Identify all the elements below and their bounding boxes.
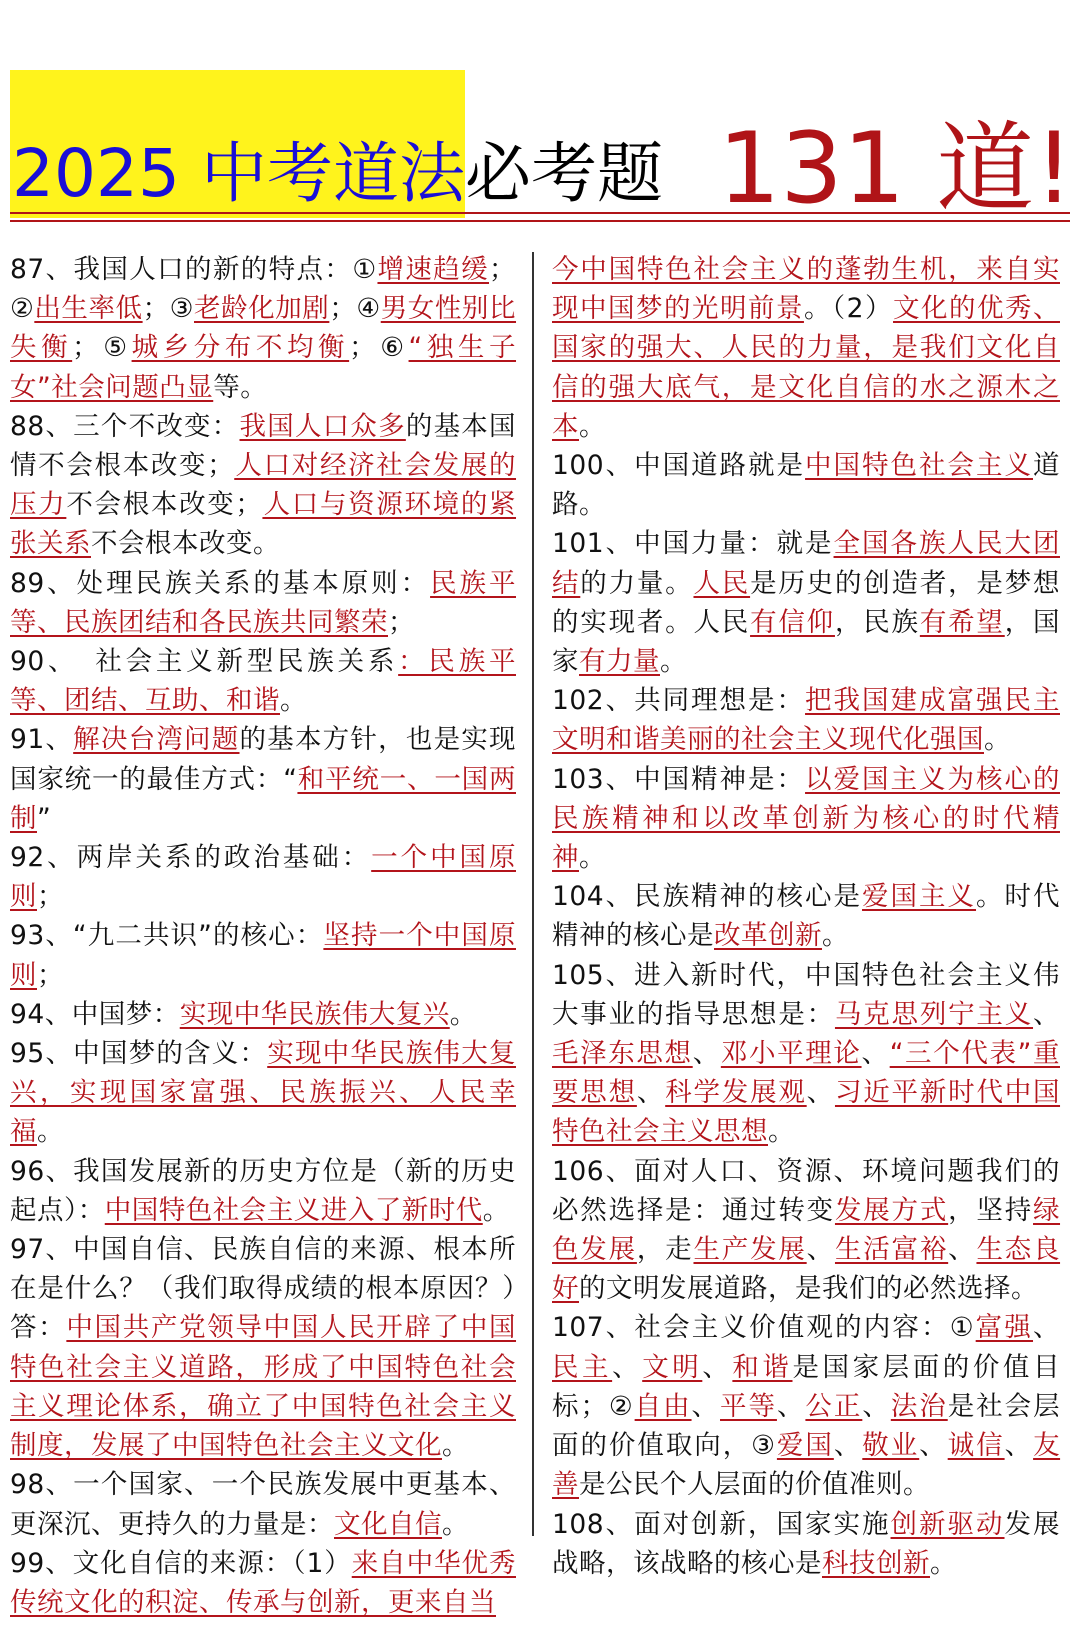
question-item-100 [552, 446, 1060, 524]
question-text: 、 [1033, 998, 1061, 1030]
header [10, 70, 1074, 226]
question-text: ；② [10, 254, 517, 325]
answer-text: 生产发展 [693, 1234, 807, 1266]
question-item-99a [10, 1544, 516, 1622]
question-text: 。 [660, 646, 687, 678]
answer-text: 富强 [975, 1312, 1034, 1344]
question-text: 。时代精神的核心是 [552, 881, 1061, 952]
question-text: 。 [37, 1116, 64, 1148]
question-item-96 [10, 1152, 516, 1230]
question-item-105 [552, 956, 1060, 1152]
question-text: 、 [702, 1351, 733, 1383]
question-item-93 [10, 916, 516, 994]
question-text: 92、两岸关系的政治基础： [10, 842, 372, 874]
question-item-107 [552, 1308, 1060, 1504]
answer-text: 生态良好 [552, 1234, 1061, 1305]
answer-text: 敬业 [862, 1430, 920, 1462]
question-item-88 [10, 407, 516, 564]
answer-text: 自由 [634, 1390, 692, 1422]
answer-text: 马克思列宁主义 [834, 998, 1034, 1030]
answer-text: 习近平新时代中国特色社会主义思想 [552, 1077, 1061, 1148]
question-text: 。 [768, 1116, 795, 1148]
question-text: 、 [1033, 1312, 1061, 1344]
question-text: 、 [692, 1038, 721, 1070]
question-item-103 [552, 760, 1060, 878]
answer-text: 文化自信 [334, 1508, 442, 1540]
question-text: 是国家层面的价值目标；② [552, 1351, 1060, 1422]
title-rule-bottom [10, 220, 1070, 222]
answer-text: 改革创新 [714, 920, 822, 952]
answer-text: 人民 [693, 567, 751, 599]
answer-text: 实现中华民族伟大复兴 [179, 998, 450, 1030]
question-text: ； [37, 959, 64, 991]
title-year-part: 2025 中考道法 [12, 135, 465, 212]
question-item-99b [552, 250, 1060, 446]
answer-text: 增速趋缓 [377, 254, 490, 285]
question-text: 。 [280, 685, 307, 717]
column-divider [532, 252, 534, 1536]
question-text: 93、“九二共识”的核心： [10, 920, 324, 952]
question-text: 96、我国发展新的历史方位是（新的历史起点）： [10, 1155, 516, 1226]
question-item-101 [552, 524, 1060, 681]
question-text: 99、文化自信的来源：（1） [10, 1547, 352, 1579]
question-text: 、 [948, 1234, 977, 1266]
question-text: 不会根本改变。 [91, 528, 280, 560]
answer-text: 中国特色社会主义进入了新时代 [104, 1194, 483, 1226]
answer-text: 科技创新 [822, 1547, 930, 1579]
answer-text: 公正 [805, 1390, 863, 1422]
question-text: ” [37, 802, 52, 834]
answer-text: “三个代表”重要思想 [552, 1038, 1060, 1109]
question-text: ； [388, 606, 415, 638]
question-text: 、 [1004, 1430, 1034, 1462]
answer-text: 全国各族人民大团结 [552, 528, 1060, 599]
question-text: 、 [806, 1234, 835, 1266]
question-text: 98、一个国家、一个民族发展中更基本、更深沉、更持久的力量是： [10, 1469, 516, 1540]
answer-text: 文化的优秀、国家的强大、人民的力量，是我们文化自信的强大底气，是文化自信的水之源木之本 [552, 293, 1060, 442]
question-text: 97、中国自信、民族自信的来源、根本所在是什么？（我们取得成绩的根本原因？）答： [10, 1234, 516, 1344]
left-column [10, 250, 516, 1622]
question-text: 的文明发展道路，是我们的必然选择。 [579, 1273, 1038, 1305]
answer-text: 友善 [552, 1430, 1061, 1501]
question-text: 103、中国精神是： [552, 763, 806, 795]
question-text: 是社会层面的价值取向，③ [552, 1390, 1061, 1462]
question-item-104 [552, 877, 1060, 955]
question-text: ；③ [142, 293, 194, 325]
answer-text: 来自中华优秀传统文化的积淀、传承与创新，更来自当 [10, 1547, 516, 1618]
answer-text: 和平统一、一国两制 [10, 763, 516, 834]
answer-text: “独生子女”社会问题凸显 [10, 332, 517, 403]
question-text: 107、社会主义价值观的内容：① [552, 1312, 976, 1344]
answer-text: 毛泽东思想 [552, 1038, 693, 1070]
question-text: ，民族 [834, 606, 920, 638]
question-text: ； [37, 881, 64, 913]
answer-text: 诚信 [947, 1430, 1005, 1462]
question-item-98 [10, 1465, 516, 1543]
question-text: ，国家 [552, 606, 1061, 678]
question-item-87 [10, 250, 516, 407]
question-text: 。 [822, 920, 849, 952]
answer-text: 生活富裕 [834, 1234, 949, 1266]
answer-text: 有信仰 [750, 606, 835, 638]
answer-text: 民族平等、民族团结和各民族共同繁荣 [10, 567, 516, 638]
question-text: 的基本国情不会根本改变； [10, 410, 517, 482]
question-item-106 [552, 1152, 1060, 1309]
answer-text: 文明 [642, 1351, 703, 1383]
answer-text: 创新驱动 [890, 1508, 1005, 1540]
question-text: 100、中国道路就是 [552, 450, 806, 482]
question-text: 。（2） [803, 293, 894, 325]
question-text: 、 [919, 1430, 948, 1462]
answer-text: 发展方式 [834, 1194, 949, 1226]
question-text: 105、进入新时代，中国特色社会主义伟大事业的指导思想是： [552, 959, 1060, 1030]
answer-text: 解决台湾问题 [73, 724, 240, 756]
answer-text: 人口对经济社会发展的压力 [10, 450, 517, 521]
answer-text: 人口与资源环境的紧张关系 [10, 489, 517, 560]
question-text: 道路。 [552, 450, 1060, 521]
question-text: 102、共同理想是： [552, 685, 806, 717]
question-text: ，坚持 [948, 1194, 1034, 1226]
question-text: 91、 [10, 724, 74, 756]
question-text: 。 [449, 998, 477, 1030]
question-text: 、 [861, 1038, 890, 1070]
question-item-90 [10, 642, 516, 720]
answer-text: ：民族平等、团结、互助、和谐 [10, 646, 516, 717]
question-text: 101、中国力量：就是 [552, 528, 834, 560]
question-item-92 [10, 838, 516, 916]
question-item-108 [552, 1505, 1060, 1583]
question-text: ，走 [636, 1234, 694, 1266]
question-text: 。 [930, 1547, 957, 1579]
question-text: 。 [482, 1194, 510, 1226]
question-text: 、 [833, 1430, 863, 1462]
answer-text: 爱国主义 [862, 881, 977, 913]
question-text: 87、我国人口的新的特点：① [10, 254, 378, 285]
answer-text: 一个中国原则 [10, 842, 516, 913]
question-text: 、 [806, 1077, 835, 1109]
question-text: 、 [612, 1351, 643, 1383]
answer-text: 我国人口众多 [239, 410, 406, 442]
page-title [12, 130, 663, 218]
answer-text: 有希望 [919, 606, 1005, 638]
question-text: 88、三个不改变： [10, 410, 240, 442]
question-text: 89、处理民族关系的基本原则： [10, 567, 431, 599]
question-item-102 [552, 681, 1060, 759]
answer-text: 绿色发展 [552, 1194, 1061, 1266]
answer-text: 民主 [552, 1351, 613, 1383]
question-text: 。 [442, 1430, 469, 1462]
question-text: 发展战略，该战略的核心是 [552, 1508, 1061, 1579]
answer-text: 实现中华民族伟大复兴，实现国家富强、民族振兴、人民幸福 [10, 1038, 516, 1148]
answer-text: 爱国 [776, 1430, 834, 1462]
question-text: 106、面对人口、资源、环境问题我们的必然选择是：通过转变 [552, 1155, 1060, 1226]
question-text: 、 [776, 1390, 806, 1422]
answer-text: 今中国特色社会主义的蓬勃生机，来自实现中国梦的光明前景 [552, 254, 1060, 325]
answer-text: 中国共产党领导中国人民开辟了中国特色社会主义道路，形成了中国特色社会主义理论体系，确立了中国特色社会主义制度，发展了中国特色社会主义文化 [10, 1312, 517, 1462]
question-text: 。 [579, 410, 606, 442]
answer-text: 老龄化加剧 [194, 293, 330, 325]
question-item-97 [10, 1230, 516, 1465]
question-text: 94、中国梦： [10, 998, 180, 1030]
answer-text: 以爱国主义为核心的民族精神和以改革创新为核心的时代精神 [552, 763, 1060, 874]
question-text: 90、 社会主义新型民族关系 [10, 646, 399, 678]
question-text: 104、民族精神的核心是 [552, 881, 863, 913]
question-item-89 [10, 564, 516, 642]
title-count: 131 道! [718, 112, 1074, 226]
answer-text: 出生率低 [34, 293, 143, 325]
answer-text: 和谐 [732, 1351, 793, 1383]
question-item-95 [10, 1034, 516, 1152]
question-text: 、 [636, 1077, 666, 1109]
question-text: 。 [442, 1508, 469, 1540]
answer-text: 有力量 [579, 646, 660, 678]
question-text: 不会根本改变； [66, 489, 263, 521]
question-text: ；⑥ [349, 332, 409, 364]
question-text: 。 [579, 842, 606, 874]
question-text: 108、面对创新，国家实施 [552, 1508, 891, 1540]
question-text: 是历史的创造者，是梦想的实现者。人民 [552, 567, 1061, 638]
title-rule-top [10, 212, 1070, 214]
answer-text: 科学发展观 [665, 1077, 807, 1109]
title-black-part: 必考题 [464, 135, 663, 212]
answer-text: 男女性别比失衡 [10, 293, 517, 364]
answer-text: 法治 [890, 1390, 948, 1422]
question-text: ；⑤ [72, 332, 132, 364]
question-text: 、 [691, 1390, 721, 1422]
answer-text: 把我国建成富强民主文明和谐美丽的社会主义现代化强国 [552, 685, 1060, 756]
question-item-91 [10, 720, 516, 838]
question-text: 的基本方针，也是实现国家统一的最佳方式：“ [10, 724, 517, 795]
answer-text: 邓小平理论 [720, 1038, 862, 1070]
answer-text: 中国特色社会主义 [805, 450, 1033, 482]
answer-text: 平等 [720, 1390, 777, 1422]
answer-text: 坚持一个中国原则 [10, 920, 516, 991]
answer-text: 城乡分布不均衡 [131, 332, 350, 364]
question-text: ；④ [329, 293, 381, 325]
question-text: 95、中国梦的含义： [10, 1038, 268, 1070]
question-text: 等。 [213, 371, 268, 403]
question-item-94 [10, 995, 516, 1034]
question-text: 。 [984, 724, 1011, 756]
question-text: 是公民个人层面的价值准则。 [579, 1469, 930, 1501]
right-column [552, 250, 1060, 1583]
question-text: 的力量。 [580, 567, 694, 599]
question-text: 、 [862, 1390, 891, 1422]
